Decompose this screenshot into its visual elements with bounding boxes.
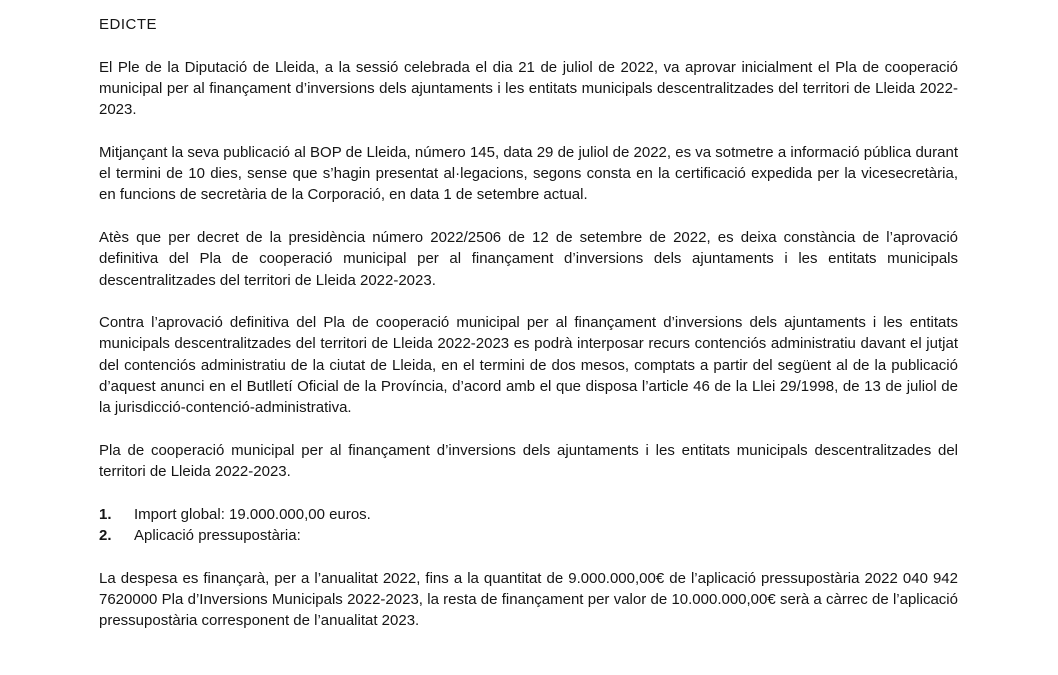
paragraph-funding-details: La despesa es finançarà, per a l’anualitat 2022, fins a la quantitat de 9.000.000,00€ de l’aplicació pressupostària 2022 040 942 7620000 Pla d’Inversions Municipals 2022-2023, la resta de finançament per valor de 10.000.000,00€ serà a càrrec de l’aplicació pressupostària corresponent de l’anualitat 2023. <box>99 569 958 630</box>
list-item-number: 2. <box>99 527 112 545</box>
list-item-text: Aplicació pressupostària: <box>134 527 301 545</box>
paragraph-appeal-information: Contra l’aprovació definitiva del Pla de cooperació municipal per al finançament d’inversions dels ajuntaments i les entitats municipals descentralitzades del territori de Lleida 2022-2023 es podrà interposar recurs contenciós administratiu davant el jutjat del contenciós administratiu de la ciutat de Lleida, en el termini de dos mesos, comptats a partir del següent al de la publicació d’aquest anunci en el Butlletí Oficial de la Província, d’acord amb el que disposa l’article 46 de la Llei 29/1998, de 13 de juliol de la jurisdicció-contenció-administrativa. <box>99 314 958 417</box>
list-item-import-global <box>99 504 958 525</box>
document-title: EDICTE <box>99 16 158 33</box>
paragraph-plan-name: Pla de cooperació municipal per al finançament d’inversions dels ajuntaments i les entitats municipals descentralitzades del territori de Lleida 2022-2023. <box>99 441 958 481</box>
paragraph-plenary-approval: El Ple de la Diputació de Lleida, a la sessió celebrada el dia 21 de juliol de 2022, va aprovar inicialment el Pla de cooperació municipal per al finançament d’inversions dels ajuntaments i les entitats municipals descentralitzades del territori de Lleida 2022-2023. <box>99 58 958 119</box>
numbered-list <box>99 504 958 547</box>
paragraph-public-information: Mitjançant la seva publicació al BOP de Lleida, número 145, data 29 de juliol de 2022, es va sotmetre a informació pública durant el termini de 10 dies, sense que s’hagin presentat al·legacions, segons consta en la certificació expedida per la vicesecretària, en funcions de secretària de la Corporació, en data 1 de setembre actual. <box>99 143 958 204</box>
list-item-number: 1. <box>99 505 112 523</box>
list-item-text: Import global: 19.000.000,00 euros. <box>134 505 371 523</box>
paragraph-definitive-approval-decree: Atès que per decret de la presidència número 2022/2506 de 12 de setembre de 2022, es deixa constància de l’aprovació definitiva del Pla de cooperació municipal per al finançament d’inversions dels ajuntaments i les entitats municipals descentralitzades del territori de Lleida 2022-2023. <box>99 228 958 289</box>
list-item-aplicacio-pressupostaria <box>99 525 958 546</box>
